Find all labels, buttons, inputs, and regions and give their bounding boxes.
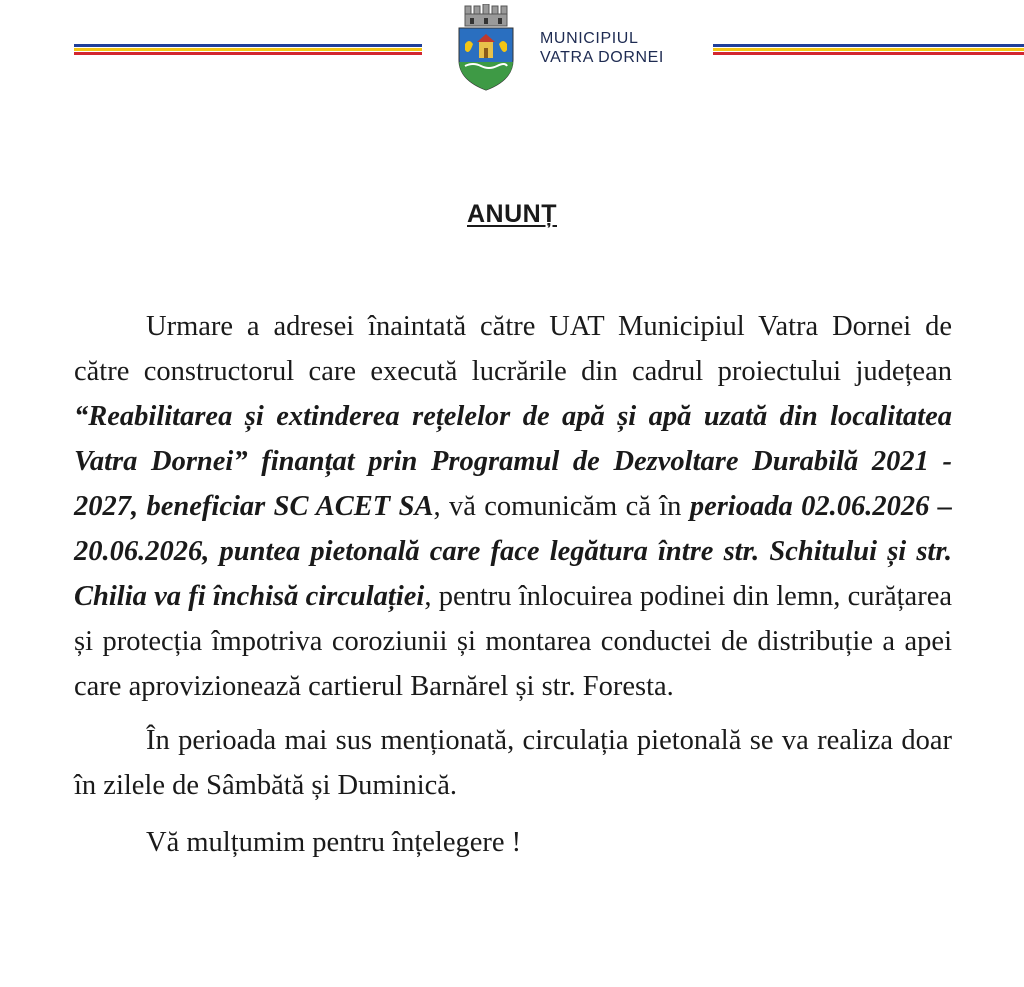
announcement-body [74,304,952,865]
tricolor-stripe-left [74,44,422,56]
paragraph-main [74,304,952,709]
municipality-name-line1: MUNICIPIUL [540,30,639,47]
paragraph-traffic-note: În perioada mai sus menționată, circulația pietonală se va realiza doar în zilele de Sâmbătă și Duminică. [74,725,952,801]
announcement-title: ANUNȚ [467,200,557,228]
project-name: “Reabilitarea și extinderea rețelelor de apă și apă uzată din localitatea Vatra Dornei” finanțat prin Programul de Dezvoltare Durabilă 2021 - 2027, beneficiar SC ACET SA [74,401,952,522]
paragraph-main-intro: Urmare a adresei înaintată către UAT Municipiul Vatra Dornei de către constructorul care execută lucrările din cadrul proiectului județean [74,311,952,387]
paragraph-main-purpose: , pentru înlocuirea podinei din lemn, curățarea și protecția împotriva coroziunii și montarea conductei de distribuție a apei care aprovizionează cartierul Barnărel și str. Foresta. [74,581,952,702]
municipality-name [540,29,664,67]
municipality-name-line2: VATRA DORNEI [540,49,664,66]
tricolor-stripe-right [713,44,1024,56]
paragraph-main-connector: , vă comunicăm că în [433,491,690,522]
paragraph-thanks: Vă mulțumim pentru înțelegere ! [146,827,522,858]
letterhead [0,0,1024,100]
closure-period: perioada 02.06.2026 – 20.06.2026, puntea pietonală care face legătura între str. Schitului și str. Chilia va fi închisă circulației [74,491,952,612]
coat-of-arms-icon [455,4,517,92]
